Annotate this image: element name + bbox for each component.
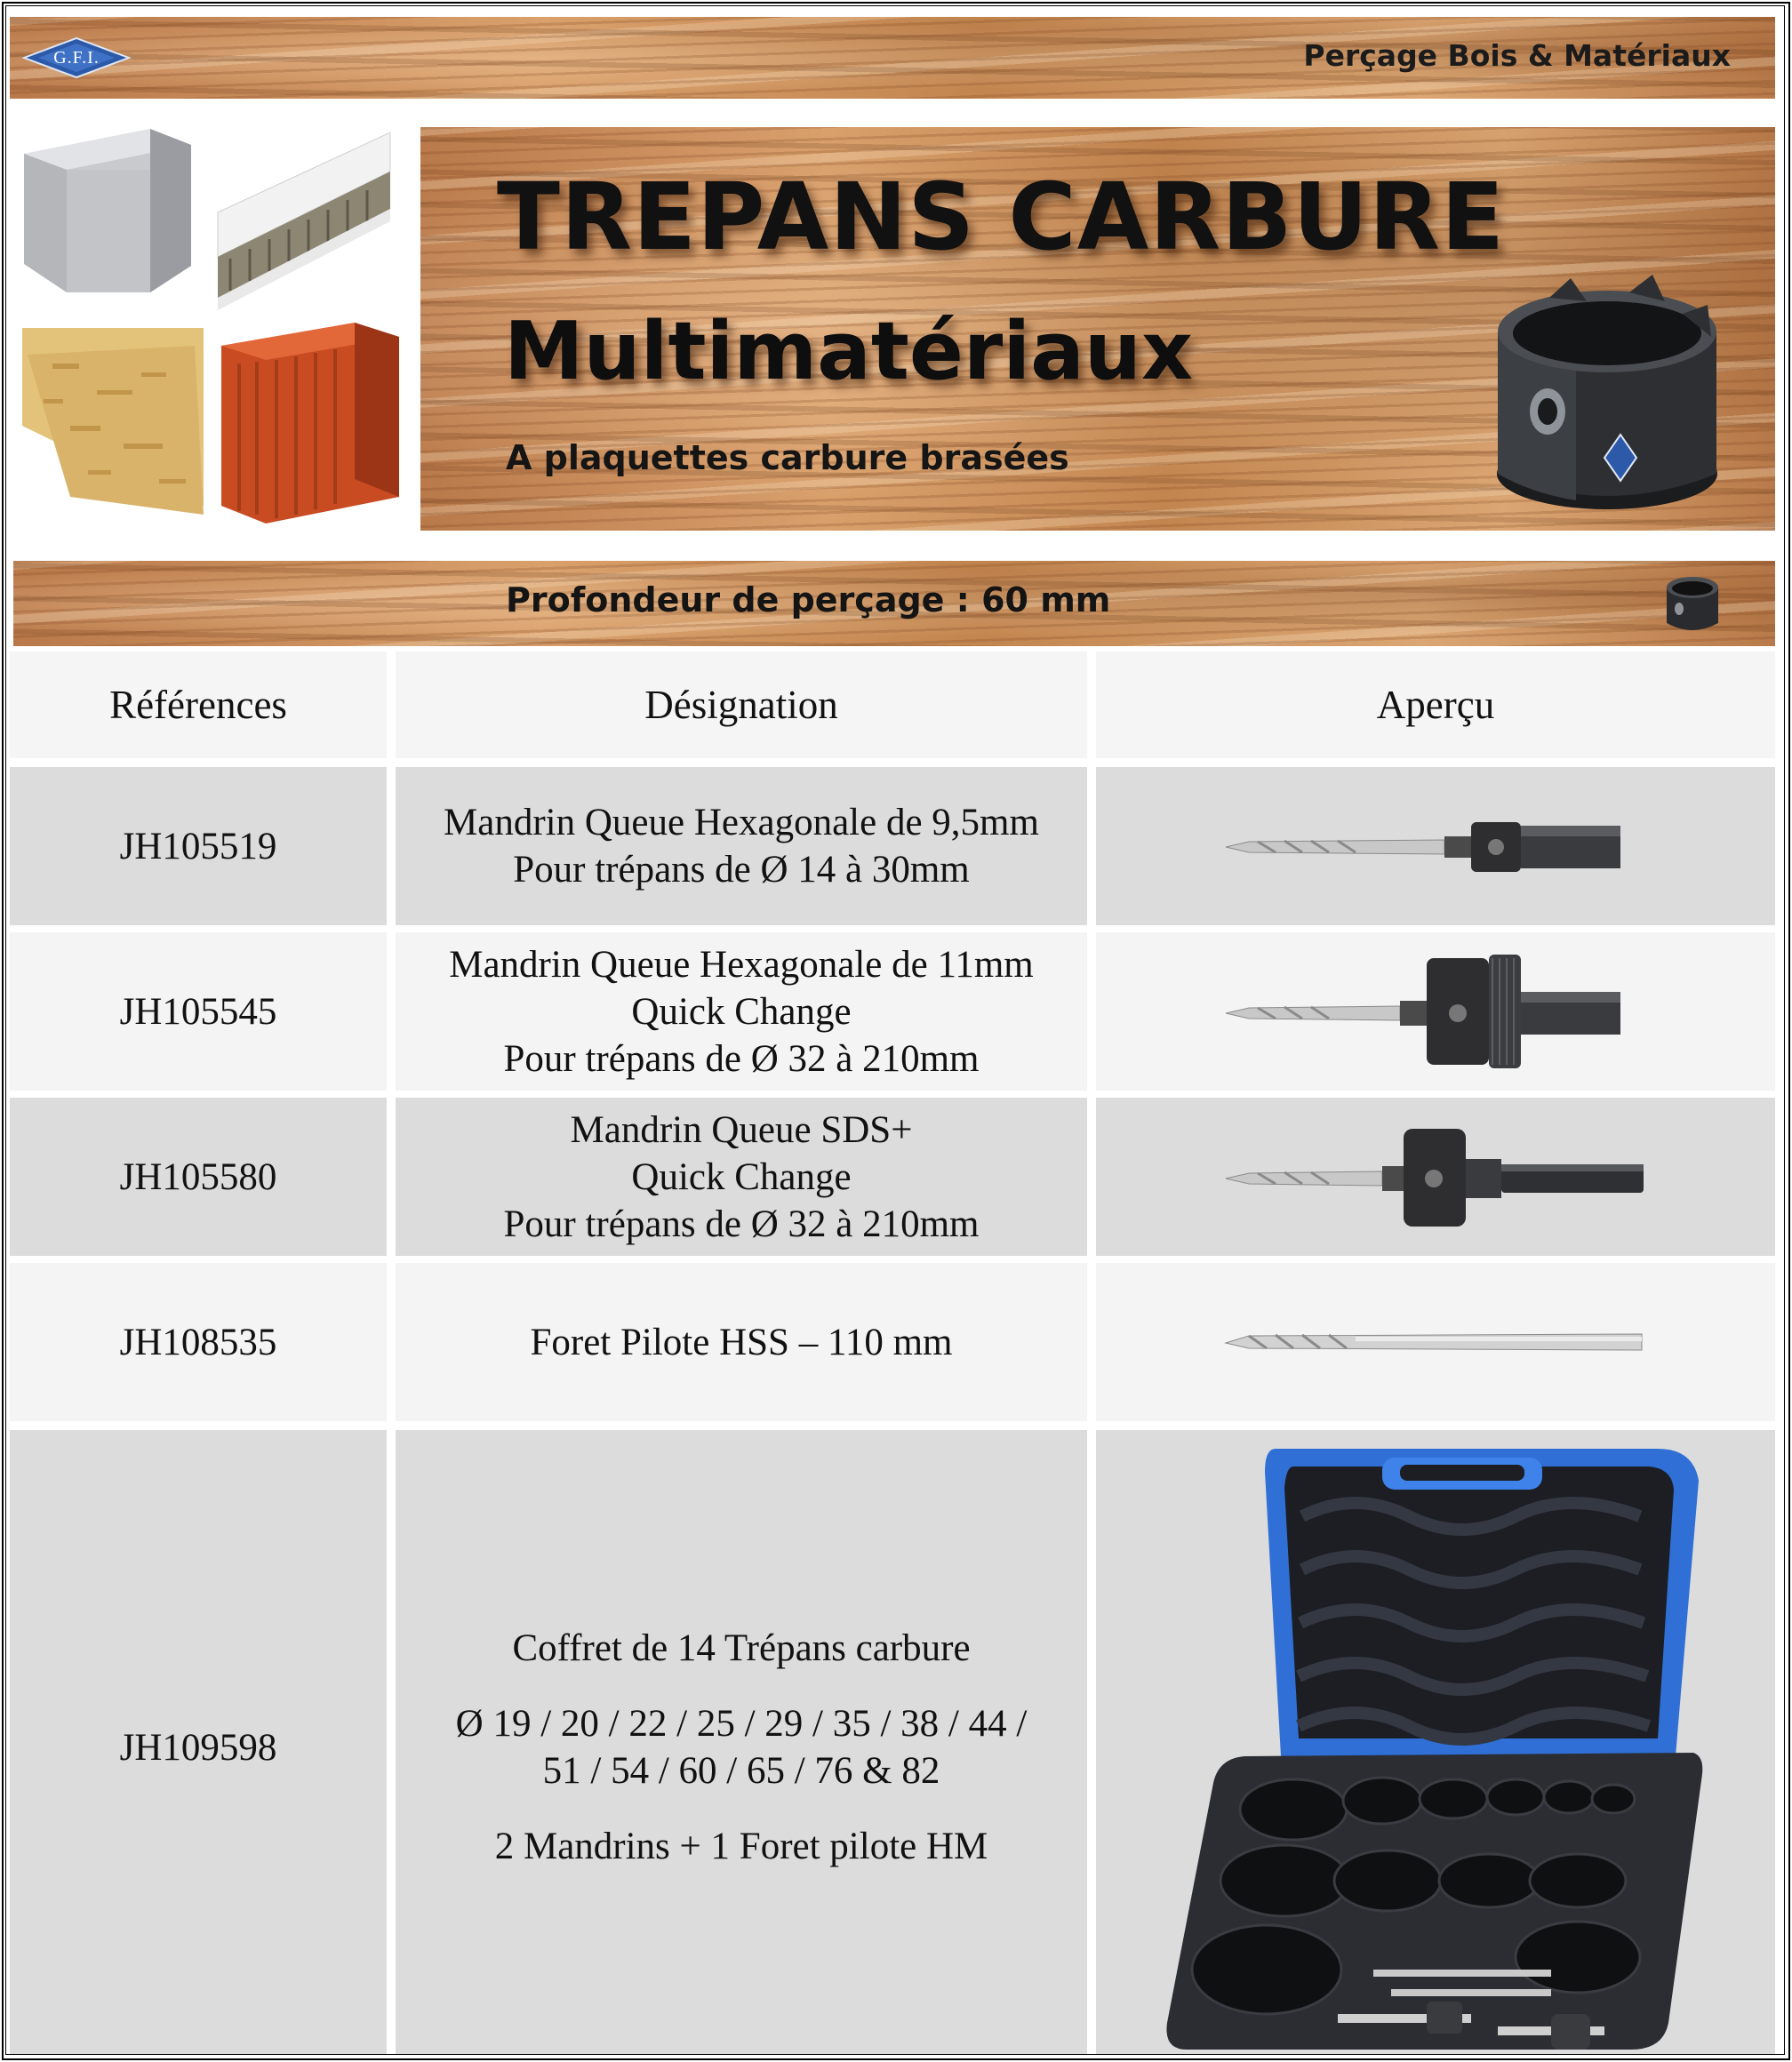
designation-line: Quick Change xyxy=(631,990,852,1033)
designation-line: Foret Pilote HSS – 110 mm xyxy=(530,1321,953,1363)
row-preview xyxy=(1096,1430,1775,2055)
table-header-row xyxy=(10,651,1775,758)
drilling-depth-strip xyxy=(13,561,1775,646)
designation-line: Mandrin Queue SDS+ xyxy=(570,1108,913,1151)
row-reference: JH109598 xyxy=(10,1430,387,2055)
designation-line: Coffret de 14 Trépans carbure xyxy=(512,1627,971,1669)
row-designation xyxy=(396,1263,1087,1421)
materials-illustration xyxy=(17,124,408,532)
title-banner xyxy=(420,127,1775,531)
hex-arbor-image xyxy=(1222,806,1649,886)
banner-title: TREPANS CARBURE xyxy=(497,163,1506,271)
row-designation xyxy=(396,1098,1087,1256)
quick-change-hex-arbor-image xyxy=(1222,949,1649,1074)
header-designation: Désignation xyxy=(396,651,1087,758)
designation-line: 51 / 54 / 60 / 65 / 76 & 82 xyxy=(542,1750,940,1792)
row-reference: JH108535 xyxy=(10,1263,387,1421)
row-designation xyxy=(396,1430,1087,2055)
header-preview: Aperçu xyxy=(1096,651,1775,758)
designation-line: 2 Mandrins + 1 Foret pilote HM xyxy=(494,1826,988,1867)
materials-image xyxy=(17,124,408,532)
row-preview xyxy=(1096,932,1775,1091)
small-hole-saw-icon xyxy=(1661,570,1724,637)
banner-tagline: A plaquettes carbure brasées xyxy=(506,438,1069,477)
page-content xyxy=(5,5,1785,2055)
row-preview xyxy=(1096,767,1775,925)
row-preview xyxy=(1096,1263,1775,1421)
designation-line: Quick Change xyxy=(631,1155,852,1198)
table-row xyxy=(10,767,1775,925)
row-reference: JH105519 xyxy=(10,767,387,925)
carbide-hole-saw-image xyxy=(1478,252,1736,518)
row-reference: JH105545 xyxy=(10,932,387,1091)
table-row xyxy=(10,932,1775,1091)
row-designation xyxy=(396,767,1087,925)
table-row xyxy=(10,1430,1775,2055)
sds-arbor-image xyxy=(1222,1123,1649,1230)
table-row xyxy=(10,1263,1775,1421)
banner-subtitle: Multimatériaux xyxy=(504,305,1194,398)
designation-line: Mandrin Queue Hexagonale de 11mm xyxy=(449,943,1034,986)
row-reference: JH105580 xyxy=(10,1098,387,1256)
category-title: Perçage Bois & Matériaux xyxy=(1303,38,1731,73)
designation-line: Pour trépans de Ø 32 à 210mm xyxy=(503,1037,980,1080)
designation-line: Mandrin Queue Hexagonale de 9,5mm xyxy=(444,802,1039,843)
designation-line: Pour trépans de Ø 14 à 30mm xyxy=(513,849,970,891)
drilling-depth-label: Profondeur de perçage : 60 mm xyxy=(506,580,1111,619)
logo-text: G.F.I. xyxy=(53,47,100,68)
designation-line: Pour trépans de Ø 32 à 210mm xyxy=(503,1203,980,1245)
pilot-drill-image xyxy=(1222,1320,1649,1364)
row-preview xyxy=(1096,1098,1775,1256)
row-designation xyxy=(396,932,1087,1091)
designation-line: Ø 19 / 20 / 22 / 25 / 29 / 35 / 38 / 44 / xyxy=(455,1703,1028,1745)
top-header-strip xyxy=(10,17,1775,99)
header-references: Références xyxy=(10,651,387,758)
table-row xyxy=(10,1098,1775,1256)
hole-saw-case-image xyxy=(1160,1436,1711,2055)
